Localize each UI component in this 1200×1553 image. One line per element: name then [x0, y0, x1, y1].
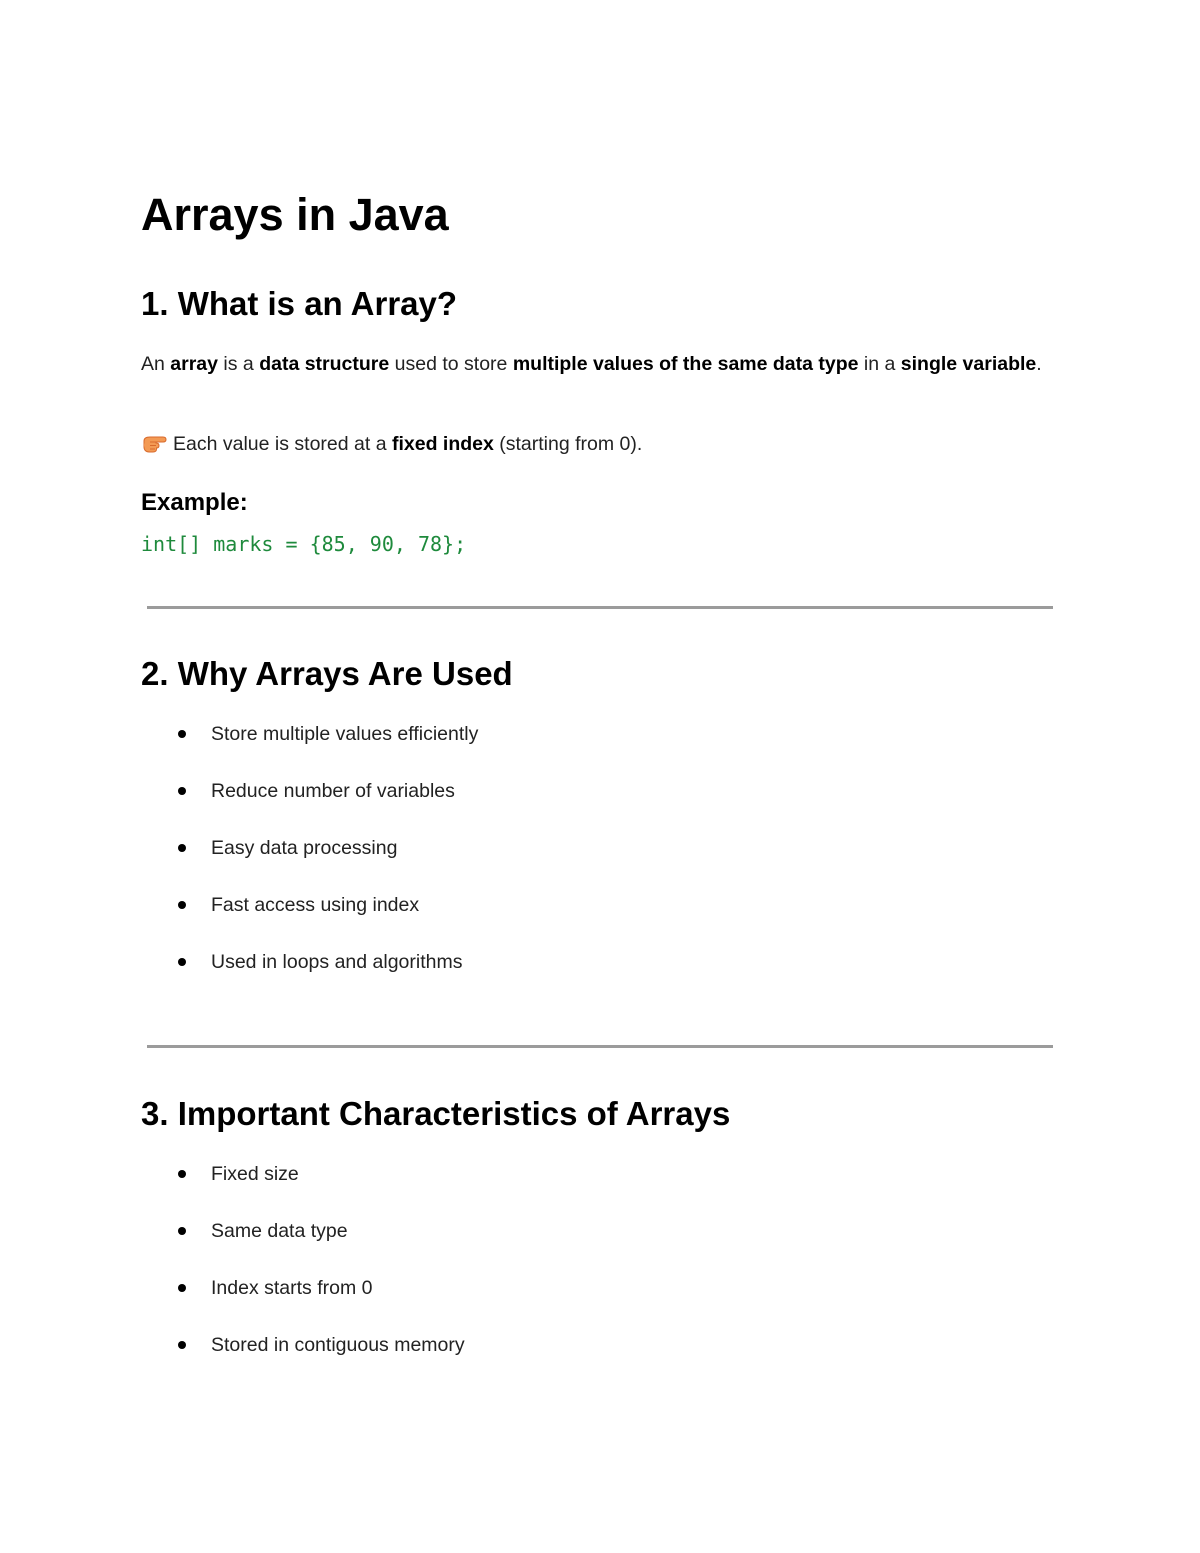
- section-divider: [147, 1045, 1053, 1048]
- definition-bold-array: array: [170, 353, 218, 375]
- list-item: [141, 1331, 465, 1388]
- array-definition: [141, 350, 1056, 378]
- list-item: [141, 891, 478, 948]
- bullet-icon: [178, 1284, 186, 1292]
- definition-text-3: used to store: [389, 353, 513, 375]
- definition-text-4: in a: [858, 353, 901, 375]
- section-3-heading: 3. Important Characteristics of Arrays: [141, 1095, 731, 1132]
- code-example: int[] marks = {85, 90, 78};: [141, 532, 467, 556]
- list-item: [141, 1160, 465, 1217]
- list-item-text: Same data type: [211, 1220, 348, 1242]
- example-heading: Example:: [141, 489, 248, 516]
- list-item: [141, 720, 478, 777]
- note-text-1: Each value is stored at a: [173, 433, 392, 455]
- list-item-text: Easy data processing: [211, 837, 398, 859]
- bullet-icon: [178, 787, 186, 795]
- list-item-text: Store multiple values efficiently: [211, 723, 479, 745]
- list-item-text: Fast access using index: [211, 894, 420, 916]
- why-arrays-list: [141, 720, 478, 1005]
- list-item: [141, 777, 478, 834]
- note-bold-fixed-index: fixed index: [391, 433, 494, 455]
- list-item-text: Reduce number of variables: [211, 780, 455, 802]
- list-item: [141, 834, 478, 891]
- definition-text-5: .: [1036, 353, 1042, 375]
- definition-bold-single-variable: single variable: [900, 353, 1037, 375]
- list-item-text: Stored in contiguous memory: [211, 1334, 465, 1356]
- index-note: [141, 430, 1056, 458]
- characteristics-list: [141, 1160, 465, 1388]
- definition-bold-multiple-values: multiple values of the same data type: [512, 353, 859, 375]
- list-item-text: Fixed size: [211, 1163, 299, 1185]
- pointing-hand-icon: [141, 432, 167, 454]
- bullet-icon: [178, 901, 186, 909]
- section-1-heading: 1. What is an Array?: [141, 285, 458, 322]
- bullet-icon: [178, 1341, 186, 1349]
- list-item: [141, 1274, 465, 1331]
- list-item: [141, 948, 478, 1005]
- bullet-icon: [178, 1170, 186, 1178]
- section-divider: [147, 606, 1053, 609]
- bullet-icon: [178, 1227, 186, 1235]
- list-item-text: Index starts from 0: [211, 1277, 373, 1299]
- definition-bold-data-structure: data structure: [259, 353, 390, 375]
- definition-text-2: is a: [218, 353, 260, 375]
- document-title: Arrays in Java: [141, 189, 449, 240]
- bullet-icon: [178, 844, 186, 852]
- bullet-icon: [178, 958, 186, 966]
- bullet-icon: [178, 730, 186, 738]
- definition-text-1: An: [141, 353, 171, 375]
- list-item: [141, 1217, 465, 1274]
- list-item-text: Used in loops and algorithms: [211, 951, 463, 973]
- section-2-heading: 2. Why Arrays Are Used: [141, 655, 513, 692]
- note-text-2: (starting from 0).: [493, 433, 643, 455]
